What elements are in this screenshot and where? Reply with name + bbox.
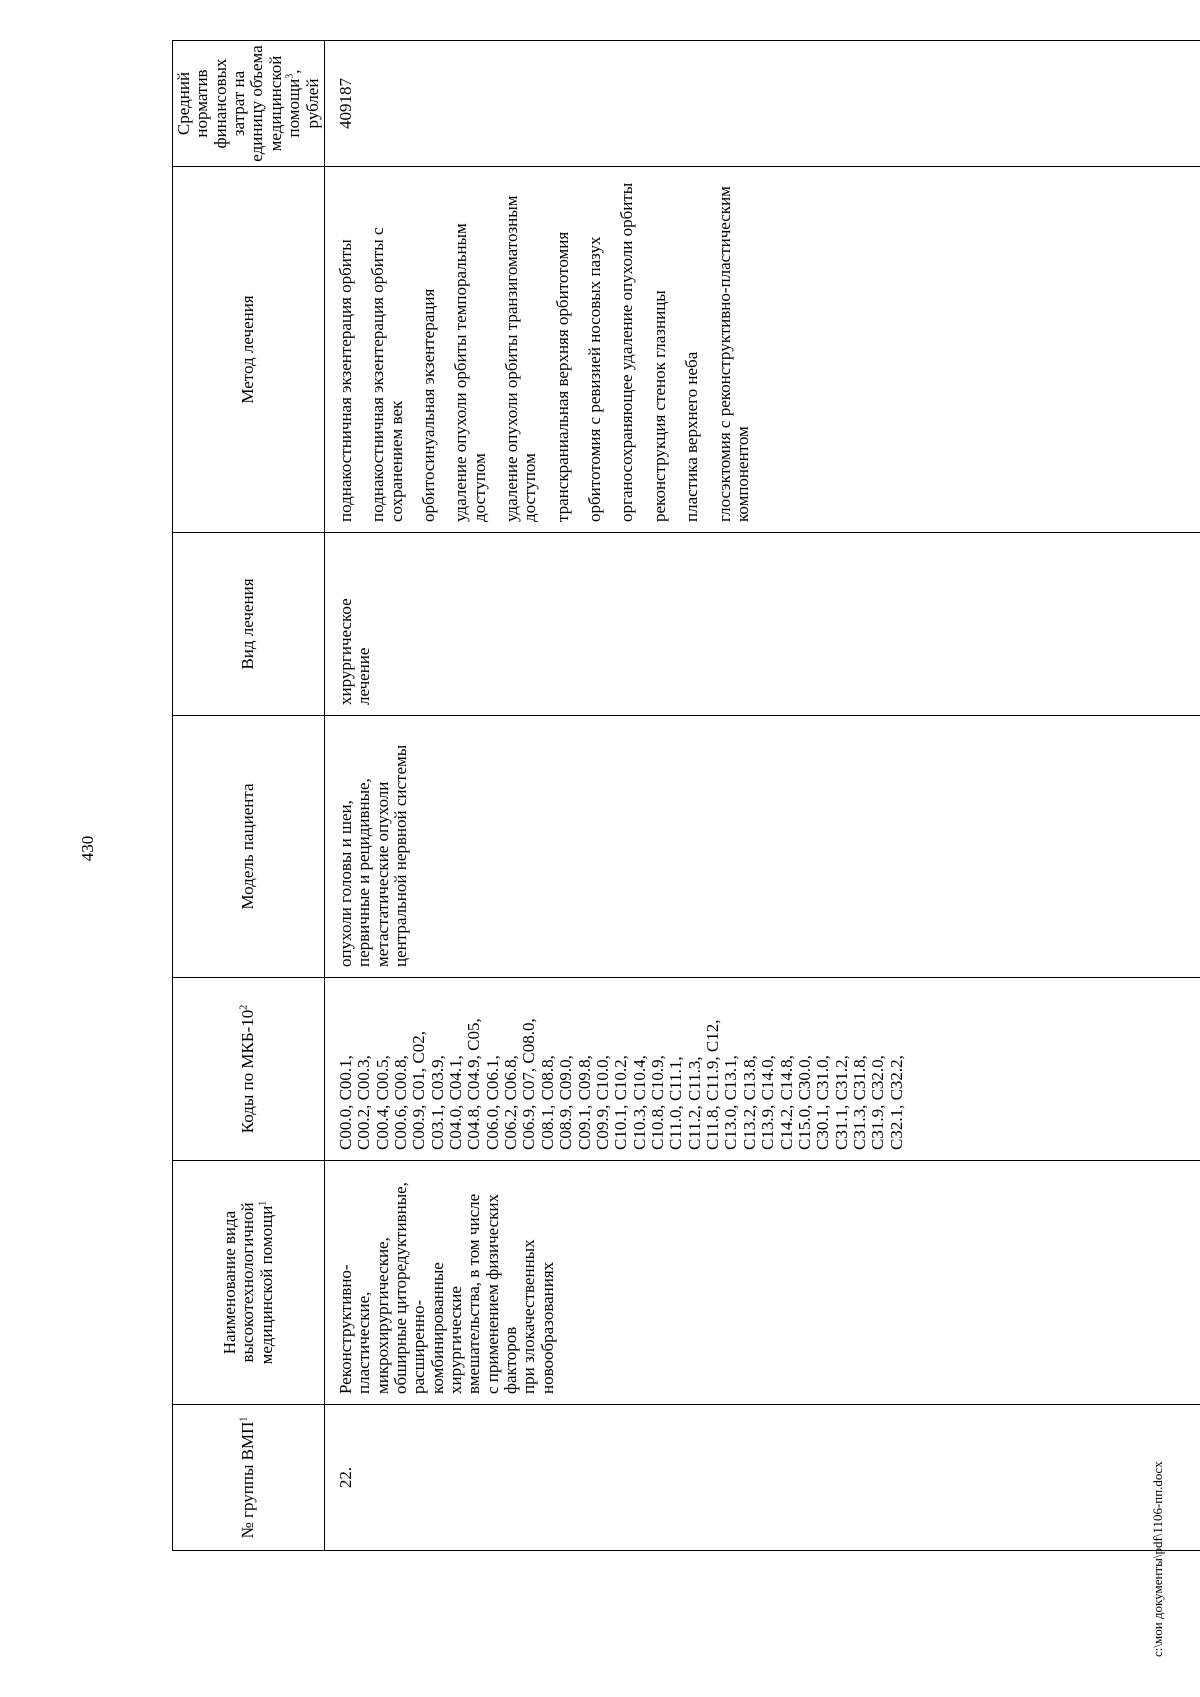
method-item: поднакостничная экзентерация орбиты с сохранением век	[368, 227, 406, 522]
header-treatment-type: Вид лечения	[173, 533, 325, 716]
cell-line: Реконструктивно-	[335, 1264, 355, 1394]
footer-file-path: c:\мои документы\pdf\1106-пп.docx	[1150, 1461, 1165, 1657]
table-row	[324, 41, 1200, 1551]
method-item: пластика верхнего неба	[682, 351, 702, 522]
cell-model	[324, 716, 1200, 978]
cell-line: C11.0, C11.1,	[666, 1056, 686, 1150]
cell-line: C13.0, C13.1,	[721, 1055, 741, 1150]
cell-line: C04.0, C04.1,	[446, 1055, 466, 1150]
cell-line: обширные циторедуктивные,	[390, 1182, 410, 1394]
header-cost: Средний норматив финансовых затрат на единицу объема медицинской помощи$^3$, рублей	[173, 41, 325, 167]
method-item: орбитотомия с ревизией носовых пазух	[585, 236, 605, 522]
cell-line: C08.9, C09.0,	[556, 1055, 576, 1150]
cell-line: C10.3, C10.4,	[629, 1055, 649, 1150]
cell-line: C15.0, C30.0,	[794, 1055, 814, 1150]
cell-line: расширенно-	[409, 1299, 429, 1394]
page-number: 430	[78, 835, 97, 862]
cell-treatment-type	[324, 533, 1200, 716]
cell-group-no: 22.	[324, 1405, 1200, 1551]
cell-line: C00.2, C00.3,	[354, 1055, 374, 1150]
cell-line: центральной нервной системы	[390, 744, 410, 967]
cell-line: хирургические	[446, 1286, 466, 1394]
method-item: удаление опухоли орбиты темпоральным доступом	[451, 223, 489, 522]
cell-line: C00.9, C01, C02,	[409, 1030, 429, 1150]
cell-line: C31.1, C31.2,	[831, 1055, 851, 1150]
vmp-table	[172, 40, 1200, 1551]
cell-line: C03.1, C03.9,	[427, 1055, 447, 1150]
cell-line: C13.2, C13.8,	[739, 1055, 759, 1150]
cell-line: C08.1, C08.8,	[537, 1055, 557, 1150]
cell-line: C00.6, C00.8,	[390, 1055, 410, 1150]
cell-line: C13.9, C14.0,	[758, 1055, 778, 1150]
cell-line: пластические,	[354, 1291, 374, 1394]
cell-line: C09.1, C09.8,	[574, 1055, 594, 1150]
method-item: поднакостничная экзентерация орбиты	[335, 239, 355, 522]
cell-name	[324, 1161, 1200, 1405]
cell-line: новообразованиях	[537, 1261, 557, 1394]
cell-line: первичные и рецидивные,	[354, 778, 374, 967]
method-item: глосэктомия с реконструктивно-пластическим компонентом	[714, 186, 752, 522]
cell-line: C09.9, C10.0,	[592, 1055, 612, 1150]
cell-line: лечение	[354, 647, 374, 705]
cell-line: опухоли головы и шеи,	[335, 800, 355, 967]
cell-line: C31.9, C32.0,	[868, 1055, 888, 1150]
cell-line: C06.2, C06.8,	[501, 1055, 521, 1150]
cell-line: C11.2, C11.3,	[684, 1056, 704, 1150]
cell-line: факторов	[501, 1326, 521, 1394]
cell-line: C00.0, C00.1,	[335, 1055, 355, 1150]
cell-line: C04.8, C04.9, C05,	[464, 1018, 484, 1150]
cell-line: микрохирургические,	[372, 1237, 392, 1394]
table-header-row	[173, 41, 325, 1551]
cell-line: C06.9, C07, C08.0,	[519, 1018, 539, 1150]
cell-line: C31.3, C31.8,	[849, 1055, 869, 1150]
cell-line: C06.0, C06.1,	[482, 1055, 502, 1150]
cell-line: C32.1, C32.2,	[886, 1055, 906, 1150]
cell-codes	[324, 978, 1200, 1161]
cell-line: хирургическое	[335, 598, 355, 705]
header-group-no: № группы ВМП$^1$	[173, 1405, 325, 1551]
cell-cost: 409187	[324, 41, 1200, 167]
header-codes: Коды по МКБ-$10^2$	[173, 978, 325, 1161]
cell-line: C10.1, C10.2,	[611, 1055, 631, 1150]
header-name: Наименование вида высокотехнологичной медицинской помощи$^1$	[173, 1161, 325, 1405]
cell-line: метастатические опухоли	[372, 781, 392, 967]
method-item: удаление опухоли орбиты транзигоматозным доступом	[502, 195, 540, 522]
cell-line: C00.4, C00.5,	[372, 1055, 392, 1150]
cell-methods	[324, 167, 1200, 533]
method-item: органосохраняющее удаление опухоли орбиты	[617, 182, 637, 522]
cell-line: комбинированные	[427, 1262, 447, 1394]
cell-line: с применением физических	[482, 1193, 502, 1394]
method-item: орбитосинуальная экзентерация	[418, 288, 438, 522]
cell-line: при злокачественных	[519, 1239, 539, 1394]
header-model: Модель пациента	[173, 716, 325, 978]
cell-line: вмешательства, в том числе	[464, 1193, 484, 1394]
cell-line: C11.8, C11.9, C12,	[703, 1019, 723, 1150]
method-item: транскраниальная верхняя орбитотомия	[552, 231, 572, 522]
cell-line: C10.8, C10.9,	[647, 1055, 667, 1150]
method-item: реконструкция стенок глазницы	[649, 290, 669, 522]
cell-line: C30.1, C31.0,	[813, 1055, 833, 1150]
cell-line: C14.2, C14.8,	[776, 1055, 796, 1150]
header-method: Метод лечения	[173, 167, 325, 533]
